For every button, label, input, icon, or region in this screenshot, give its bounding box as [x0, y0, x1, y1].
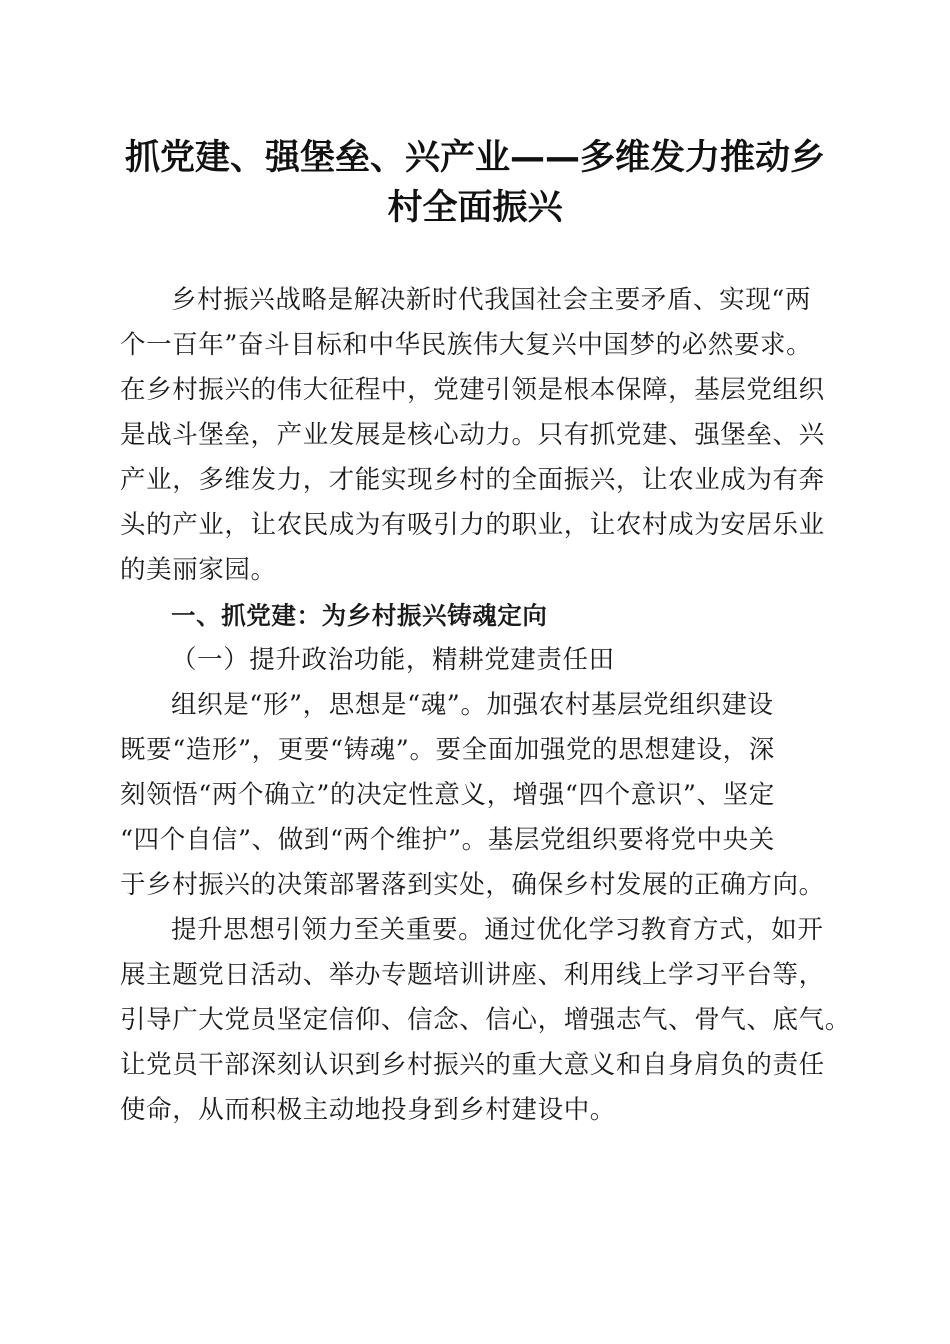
title-line-1: 抓党建、强堡垒、兴产业——多维发力推动乡	[124, 138, 825, 178]
title-line-2: 村全面振兴	[387, 188, 563, 228]
paragraph-3-line-2: 展主题党日活动、举办专题培训讲座、利用线上学习平台等，	[120, 960, 825, 990]
paragraph-2-line-5: 于乡村振兴的决策部署落到实处，确保乡村发展的正确方向。	[120, 870, 825, 900]
paragraph-3-line-3: 引导广大党员坚定信仰、信念、信心，增强志气、骨气、底气。	[120, 1005, 851, 1035]
subsection-heading-1: （一）提升政治功能，精耕党建责任田	[171, 645, 615, 675]
paragraph-1-line-2: 个一百年”奋斗目标和中华民族伟大复兴中国梦的必然要求。	[120, 330, 813, 360]
paragraph-1-line-4: 是战斗堡垒，产业发展是核心动力。只有抓党建、强堡垒、兴	[120, 420, 825, 450]
paragraph-1-line-6: 头的产业，让农民成为有吸引力的职业，让农村成为安居乐业	[120, 510, 825, 540]
section-heading-1: 一、抓党建：为乡村振兴铸魂定向	[171, 601, 548, 630]
paragraph-1-line-5: 产业，多维发力，才能实现乡村的全面振兴，让农业成为有奔	[120, 465, 825, 495]
paragraph-1-line-7: 的美丽家园。	[120, 555, 277, 585]
paragraph-2-line-1: 组织是“形”，思想是“魂”。加强农村基层党组织建设	[171, 690, 774, 720]
paragraph-1-line-3: 在乡村振兴的伟大征程中，党建引领是根本保障，基层党组织	[120, 375, 825, 405]
document-title	[100, 133, 850, 233]
paragraph-3-line-5: 使命，从而积极主动地投身到乡村建设中。	[120, 1095, 616, 1125]
paragraph-2-line-4: “四个自信”、做到“两个维护”。基层党组织要将党中央关	[120, 825, 775, 855]
paragraph-1-line-1: 乡村振兴战略是解决新时代我国社会主要矛盾、实现“两	[171, 285, 812, 315]
paragraph-3-line-4: 让党员干部深刻认识到乡村振兴的重大意义和自身肩负的责任	[120, 1050, 825, 1080]
paragraph-2-line-3: 刻领悟“两个确立”的决定性意义，增强“四个意识”、坚定	[120, 780, 775, 810]
paragraph-2-line-2: 既要“造形”，更要“铸魂”。要全面加强党的思想建设，深	[120, 735, 775, 765]
paragraph-3-line-1: 提升思想引领力至关重要。通过优化学习教育方式，如开	[171, 915, 824, 945]
